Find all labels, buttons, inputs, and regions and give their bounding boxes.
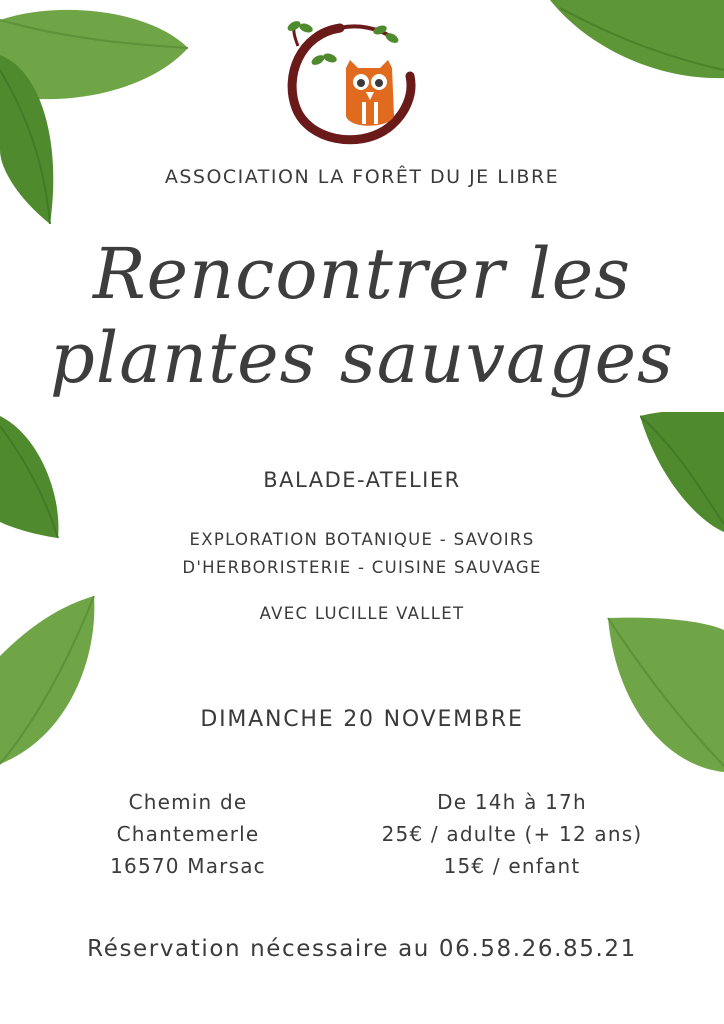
event-topics <box>0 526 724 582</box>
event-host: AVEC LUCILLE VALLET <box>259 604 465 623</box>
event-title <box>0 232 724 400</box>
location-line-3: 16570 Marsac <box>110 854 266 878</box>
event-time: De 14h à 17h <box>437 790 587 814</box>
association-owl-logo <box>280 16 424 150</box>
event-topics-line-2: D'HERBORISTERIE - CUISINE SAUVAGE <box>182 558 542 577</box>
event-topics-line-1: EXPLORATION BOTANIQUE - SAVOIRS <box>189 530 535 549</box>
event-date: DIMANCHE 20 NOVEMBRE <box>200 707 524 732</box>
event-details <box>352 786 672 882</box>
leaf-top-right-decoration <box>550 0 724 80</box>
organization-name: ASSOCIATION LA FORÊT DU JE LIBRE <box>164 166 560 188</box>
leaf-top-left-decoration <box>0 0 200 230</box>
location-line-1: Chemin de <box>128 790 248 814</box>
event-title-line-2: plantes sauvages <box>50 317 674 399</box>
price-adult: 25€ / adulte (+ 12 ans) <box>381 822 643 846</box>
reservation-info: Réservation nécessaire au 06.58.26.85.21 <box>87 936 637 962</box>
event-type: BALADE-ATELIER <box>263 468 461 492</box>
location-line-2: Chantemerle <box>116 822 260 846</box>
price-child: 15€ / enfant <box>443 854 581 878</box>
event-title-line-1: Rencontrer les <box>92 233 632 315</box>
event-location <box>68 786 308 882</box>
leaf-lower-right-decoration <box>606 616 724 774</box>
